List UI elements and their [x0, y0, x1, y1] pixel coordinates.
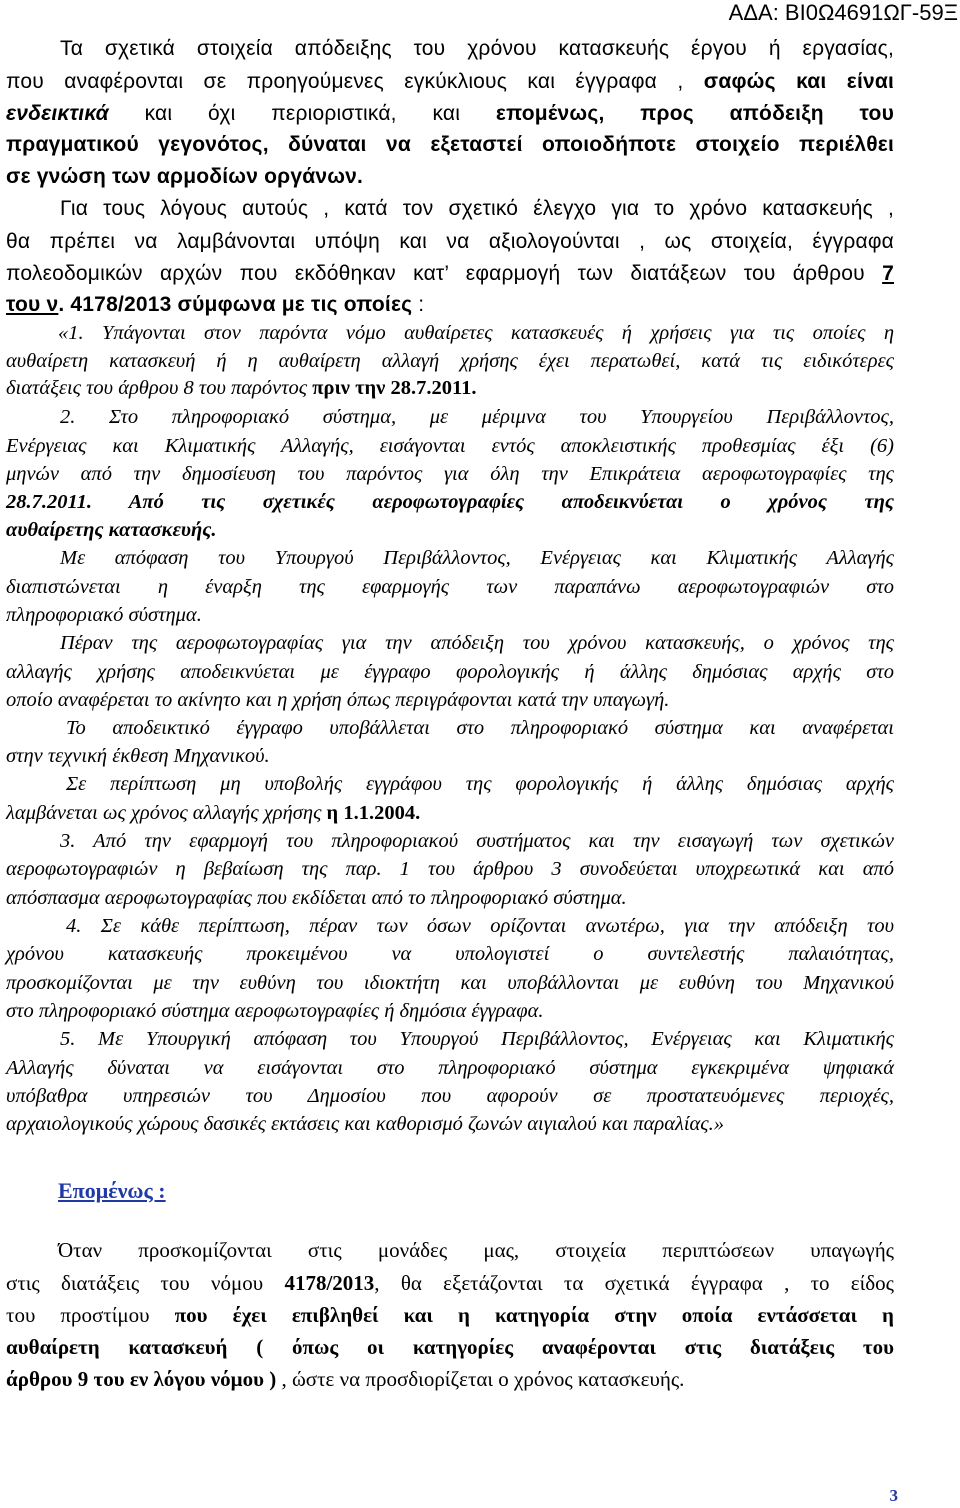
section-heading: Επομένως :	[58, 1178, 166, 1203]
paragraph-line: πολεοδομικών αρχών που εκδόθηκαν κατ’ εφαρμογή των διατάξεων του άρθρου 7	[6, 262, 894, 285]
quote-line: απόσπασμα αεροφωτογραφίας που εκδίδεται από το πληροφοριακό σύστημα.	[6, 887, 627, 909]
page-number: 3	[889, 1486, 898, 1505]
paragraph-line: θα πρέπει να λαμβάνονται υπόψη και να αξιολογούνται , ως στοιχεία, έγγραφα	[6, 230, 894, 253]
quote-line: αεροφωτογραφιών η βεβαίωση της παρ. 1 του άρθρου 3 συνοδεύεται υποχρεωτικά και από	[6, 858, 894, 880]
paragraph-line: ενδεικτικά και όχι περιοριστικά, και επομένως, προς απόδειξη του	[6, 102, 894, 125]
quote-line: χρόνου κατασκευής προκειμένου να υπολογιστεί ο συντελεστής παλαιότητας,	[6, 943, 894, 965]
quote-line: μηνών από την δημοσίευση του παρόντος για όλη την Επικράτεια αεροφωτογραφίες της	[6, 463, 894, 485]
quote-line: πληροφοριακό σύστημα.	[6, 604, 202, 626]
quote-line: στην τεχνική έκθεση Μηχανικού.	[6, 745, 270, 767]
quote-line: αυθαίρετη κατασκευή ή η αυθαίρετη αλλαγή χρήσης έχει περατωθεί, κατά τις ειδικότερες	[6, 350, 894, 372]
paragraph-line: στις διατάξεις του νόμου 4178/2013, θα εξετάζονται τα σχετικά έγγραφα , το είδος	[6, 1271, 894, 1295]
quote-line: προσκομίζονται με την ευθύνη του ιδιοκτήτη και υποβάλλονται με ευθύνη του Μηχανικού	[6, 972, 894, 994]
paragraph-line: του ν. 4178/2013 σύμφωνα με τις οποίες :	[6, 293, 425, 316]
quote-line: Με απόφαση του Υπουργού Περιβάλλοντος, Ενέργειας και Κλιματικής Αλλαγής	[60, 547, 894, 569]
paragraph-line: Για τους λόγους αυτούς , κατά τον σχετικό έλεγχο για το χρόνο κατασκευής ,	[60, 197, 894, 220]
paragraph-line: άρθρου 9 του εν λόγου νόμου ) , ώστε να προσδιορίζεται ο χρόνος κατασκευής.	[6, 1367, 685, 1391]
quote-line: Το αποδεικτικό έγγραφο υποβάλλεται στο πληροφοριακό σύστημα και αναφέρεται	[66, 717, 894, 739]
paragraph-line: Όταν προσκομίζονται στις μονάδες μας, στοιχεία περιπτώσεων υπαγωγής	[58, 1238, 894, 1262]
paragraph-line: Τα σχετικά στοιχεία απόδειξης του χρόνου κατασκευής έργου ή εργασίας,	[60, 37, 894, 60]
quote-line: 4. Σε κάθε περίπτωση, πέραν των όσων ορίζονται ανωτέρω, για την απόδειξη του	[66, 915, 894, 937]
paragraph-line: που αναφέρονται σε προηγούμενες εγκύκλιους και έγγραφα , σαφώς και είναι	[6, 70, 895, 93]
paragraph-line: πραγματικού γεγονότος, δύναται να εξεταστεί οποιοδήποτε στοιχείο περιέλθει	[6, 133, 894, 156]
quote-line: 5. Με Υπουργική απόφαση του Υπουργού Περιβάλλοντος, Ενέργειας και Κλιματικής	[60, 1028, 894, 1050]
quote-line: διαπιστώνεται η έναρξη της εφαρμογής των παραπάνω αεροφωτογραφιών στο	[6, 576, 894, 598]
quote-line: 28.7.2011. Από τις σχετικές αεροφωτογραφίες αποδεικνύεται ο χρόνος της	[6, 491, 894, 513]
quote-line: Σε περίπτωση μη υποβολής εγγράφου της φορολογικής ή άλλης δημόσιας αρχής	[66, 773, 894, 795]
quote-line: 2. Στο πληροφοριακό σύστημα, με μέριμνα του Υπουργείου Περιβάλλοντος,	[60, 406, 894, 428]
quote-line: Πέραν της αεροφωτογραφίας για την απόδειξη του χρόνου κατασκευής, ο χρόνος της	[60, 632, 894, 654]
quote-line: αρχαιολογικούς χώρους δασικές εκτάσεις και καθορισμό ζωνών αιγιαλού και παραλίας.»	[6, 1113, 724, 1135]
paragraph-line: σε γνώση των αρμοδίων οργάνων.	[6, 165, 364, 188]
quote-line: 3. Από την εφαρμογή του πληροφοριακού συστήματος και την εισαγωγή των σχετικών	[60, 830, 894, 852]
quote-line: οποίο αναφέρεται το ακίνητο και η χρήση όπως περιγράφονται κατά την υπαγωγή.	[6, 689, 670, 711]
quote-line: αυθαίρετης κατασκευής.	[6, 519, 217, 541]
quote-line: αλλαγής χρήσης αποδεικνύεται με έγγραφο φορολογικής ή άλλης δημόσιας αρχής στο	[6, 661, 894, 683]
paragraph-line: του προστίμου που έχει επιβληθεί και η κατηγορία στην οποία εντάσσεται η	[6, 1303, 894, 1327]
paragraph-line: αυθαίρετη κατασκευή ( όπως οι κατηγορίες αναφέρονται στις διατάξεις του	[6, 1335, 894, 1359]
quote-line: στο πληροφοριακό σύστημα αεροφωτογραφίες ή δημόσια έγγραφα.	[6, 1000, 544, 1022]
document-id-header: ΑΔΑ: ΒΙ0Ω4691ΩΓ-59Ξ	[728, 0, 958, 25]
quote-line: λαμβάνεται ως χρόνος αλλαγής χρήσης η 1.1.2004.	[6, 802, 421, 824]
quote-line: διατάξεις του άρθρου 8 του παρόντος πριν την 28.7.2011.	[6, 377, 477, 399]
quote-line: «1. Υπάγονται στον παρόντα νόμο αυθαίρετες κατασκευές ή χρήσεις για τις οποίες η	[58, 322, 894, 344]
quote-line: Αλλαγής δύναται να εισάγονται στο πληροφοριακό σύστημα εγκεκριμένα ψηφιακά	[6, 1057, 894, 1079]
quote-line: υπόβαθρα υπηρεσιών του Δημοσίου που αφορούν σε προστατευόμενες περιοχές,	[6, 1085, 894, 1107]
quote-line: Ενέργειας και Κλιματικής Αλλαγής, εισάγονται εντός αποκλειστικής προθεσμίας έξι (6)	[6, 435, 894, 457]
